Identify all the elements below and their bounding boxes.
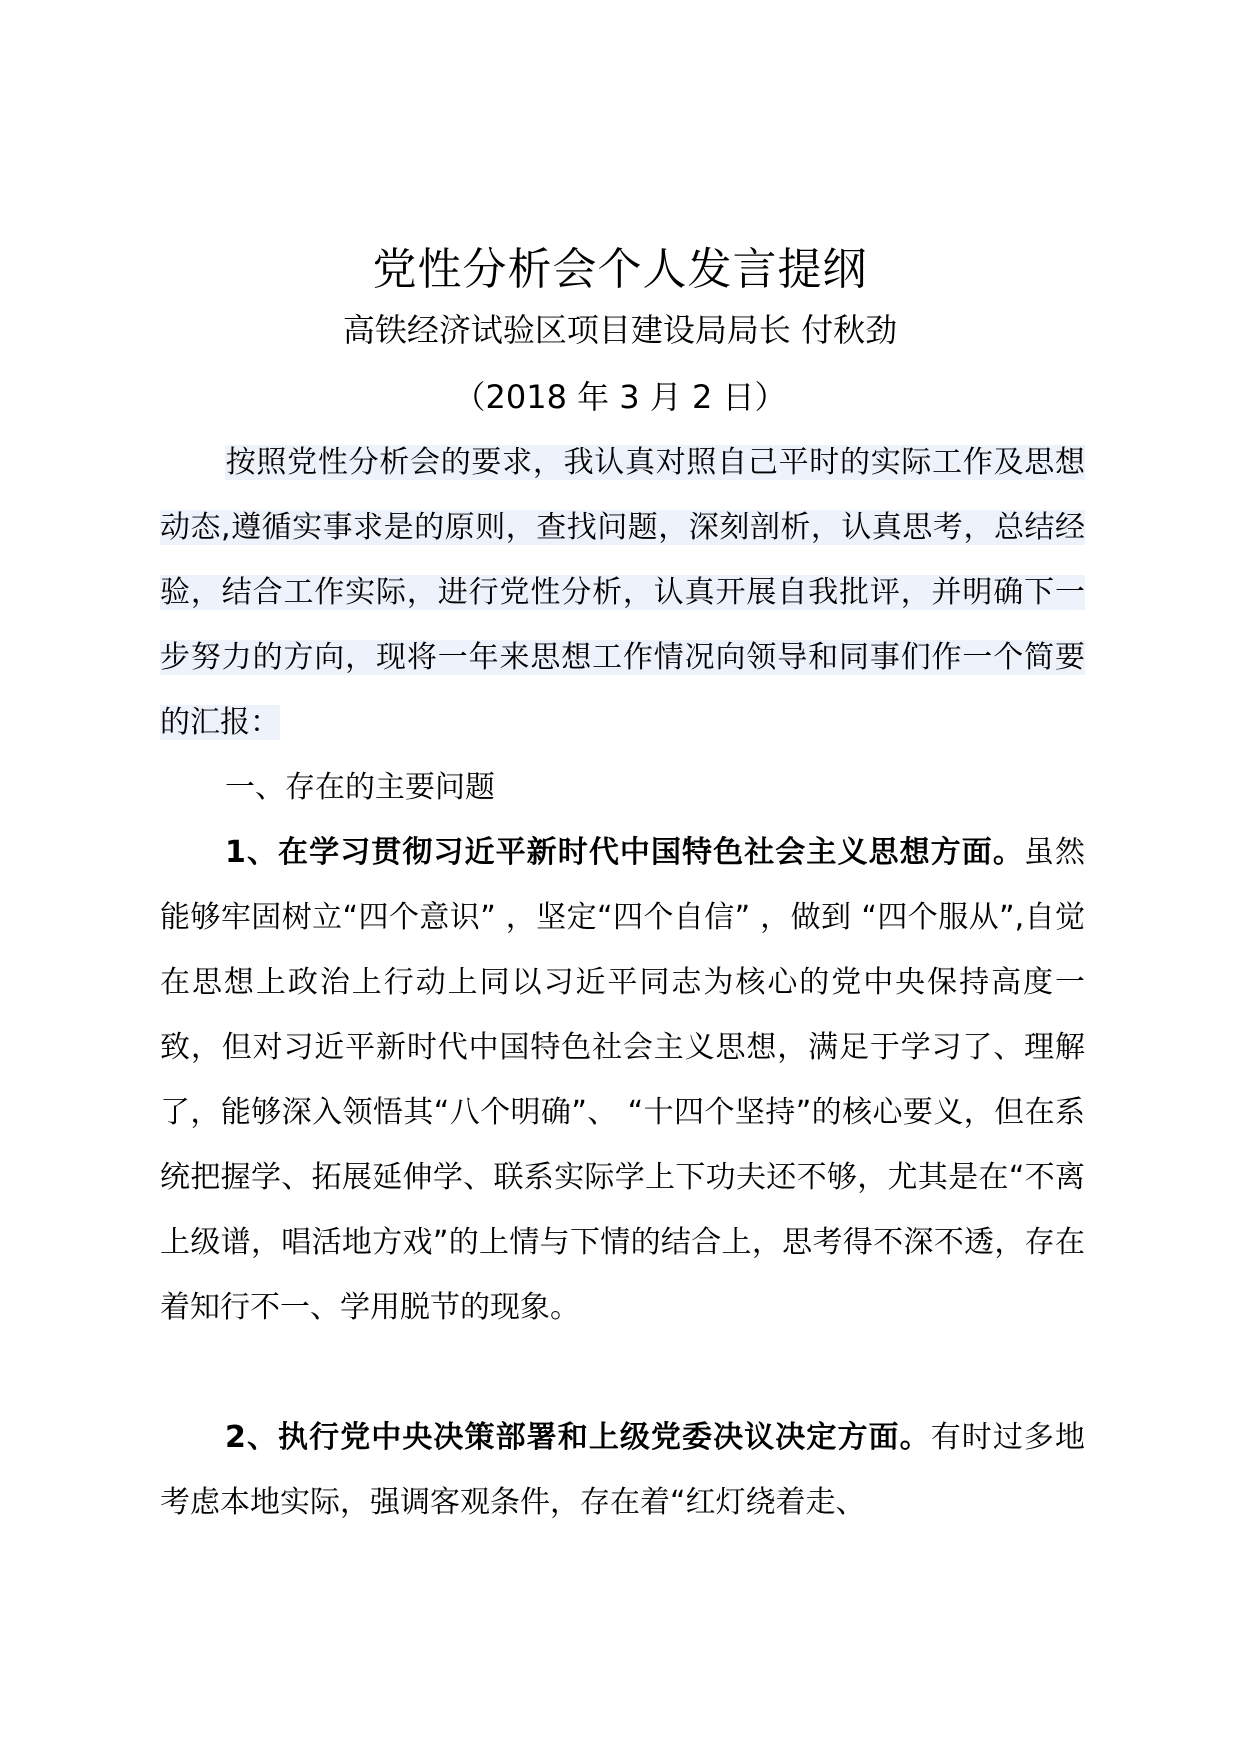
item-1-paragraph	[160, 820, 1085, 1340]
item-2-heading: 2、执行党中央决策部署和上级党委决议决定方面。	[225, 1420, 931, 1455]
item-2-paragraph	[160, 1405, 1085, 1535]
intro-text: 按照党性分析会的要求，我认真对照自己平时的实际工作及思想动态,遵循实事求是的原则，查找问题，深刻剖析，认真思考，总结经验，结合工作实际，进行党性分析，认真开展自我批评，并明确下一步努力的方向，现将一年来思想工作情况向领导和同事们作一个简要的汇报：	[160, 445, 1085, 740]
item-1-text: 虽然能够牢固树立“四个意识” ，坚定“四个自信” ，做到 “四个服从”,自觉在思想上政治上行动上同以习近平同志为核心的党中央保持高度一致，但对习近平新时代中国特色社会主义思想，满足于学习了、理解了，能够深入领悟其“八个明确”、 “十四个坚持”的核心要义，但在系统把握学、拓展延伸学、联系实际学上下功夫还不够，尤其是在“不离上级谱，唱活地方戏”的上情与下情的结合上，思考得不深不透，存在着知行不一、学用脱节的现象。	[160, 835, 1086, 1325]
document-title: 党性分析会个人发言提纲	[372, 244, 868, 295]
document-date: （2018 年 3 月 2 日）	[453, 378, 787, 416]
item-1-heading: 1、在学习贯彻习近平新时代中国特色社会主义思想方面。	[225, 835, 1024, 870]
document-subtitle: 高铁经济试验区项目建设局局长 付秋劲	[342, 311, 898, 349]
section-heading: 一、存在的主要问题	[225, 770, 495, 805]
intro-paragraph	[160, 430, 1085, 755]
item-2-text: 有时过多地考虑本地实际，强调客观条件，存在着“红灯绕着走、	[160, 1420, 1086, 1520]
